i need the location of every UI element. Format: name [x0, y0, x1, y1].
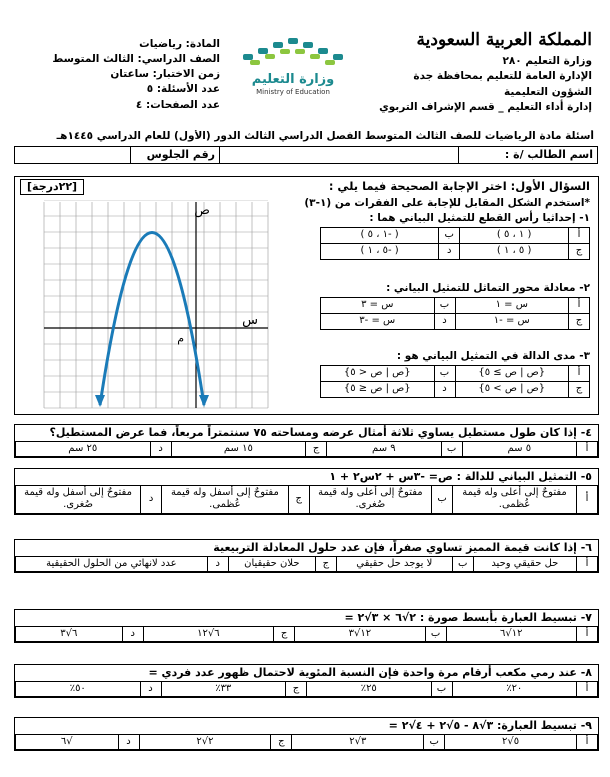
q7-opt-c[interactable]: ٦√١٢	[143, 626, 273, 642]
header-left	[30, 38, 220, 114]
admin-line: الإدارة العامة للتعليم بمحافظة جدة	[413, 70, 592, 83]
opt-c-label: ج	[569, 382, 590, 398]
q1-item-1-opt-b[interactable]: ( -١ ، ٥ )	[321, 228, 439, 244]
q8-opt-b[interactable]: ٢٥٪	[307, 681, 432, 697]
origin-label: م	[177, 332, 184, 345]
q6-text: ٦- إذا كانت قيمة المميز تساوي صفراً، فإن عدد حلول المعادلة التربيعية	[213, 541, 592, 554]
graph-note: *استخدم الشكل المقابل للإجابة على الفقرات من (١-٣)	[304, 197, 590, 209]
q1-item-1-opt-d[interactable]: ( -٥ ، ١ )	[321, 244, 439, 260]
arrow-right-icon	[199, 395, 209, 407]
q8-text: ٨- عند رمي مكعب أرقام مرة واحدة فإن النسبة المئوية لاحتمال ظهور عدد فردي =	[148, 666, 592, 679]
q1-item-3-text: ٣- مدى الدالة في التمثيل البياني هو :	[396, 350, 590, 362]
q4-opt-c[interactable]: ١٥ سم	[171, 441, 306, 457]
q1-item-2-opt-a[interactable]: س = ١	[455, 298, 569, 314]
q1-item-1	[320, 212, 590, 260]
header-right	[379, 30, 592, 116]
q5-opt-b[interactable]: مفتوحٌ إلى أعلى وله قيمة صُغرى.	[309, 485, 431, 513]
opt-b-label: ب	[425, 626, 446, 642]
opt-c-label: ج	[271, 734, 292, 750]
q7-opt-b[interactable]: ١٢√٣	[295, 626, 425, 642]
q1-item-1-opt-c[interactable]: ( ٥ ، ١ )	[460, 244, 569, 260]
q1-item-2-text: ٢- معادلة محور التماثل للتمثيل البياني :	[386, 282, 590, 294]
q8-opt-c[interactable]: ٣٣٪	[161, 681, 286, 697]
parabola-graph	[40, 200, 272, 410]
moe-logo-icon	[238, 36, 348, 68]
q9-opt-c[interactable]: ٢√٢	[139, 734, 271, 750]
opt-d-label: د	[207, 556, 228, 572]
opt-b-label: ب	[434, 366, 455, 382]
affairs-line: الشؤون التعليمية	[504, 85, 592, 98]
q1-item-2-opt-b[interactable]: س = ٣	[321, 298, 435, 314]
q1-item-1-text: ١- إحداثيا رأس القطع للتمثيل البياني هما :	[369, 212, 590, 224]
q7-box	[14, 609, 599, 643]
q9-opt-a[interactable]: ٥√٢	[445, 734, 577, 750]
arrow-left-icon	[95, 395, 105, 407]
subject-line: المادة: رياضيات	[139, 38, 220, 50]
opt-b-label: ب	[432, 485, 453, 513]
q1-item-3-opt-c[interactable]: {ص | ص > ٥}	[455, 382, 569, 398]
opt-c-label: ج	[286, 681, 307, 697]
opt-d-label: د	[118, 734, 139, 750]
q4-opt-d[interactable]: ٢٥ سم	[16, 441, 151, 457]
opt-a-label: أ	[569, 298, 590, 314]
q1-item-3-opt-b[interactable]: {ص | ص < ٥}	[321, 366, 435, 382]
q1-item-2-opt-c[interactable]: س = -١	[455, 314, 569, 330]
q1-item-3-opt-a[interactable]: {ص | ص ≥ ٥}	[455, 366, 569, 382]
seat-number-field[interactable]	[15, 147, 131, 164]
graph-grid	[44, 200, 268, 408]
q6-box	[14, 539, 599, 573]
q6-opt-c[interactable]: حلان حقيقيان	[228, 556, 315, 572]
q6-opt-a[interactable]: حل حقيقي وحيد	[473, 556, 576, 572]
time-line: زمن الاختبار: ساعتان	[110, 68, 220, 81]
opt-a-label: أ	[577, 626, 598, 642]
moe-logo	[228, 36, 358, 97]
opt-a-label: أ	[577, 734, 598, 750]
opt-c-label: ج	[569, 314, 590, 330]
opt-a-label: أ	[569, 366, 590, 382]
q5-opt-a[interactable]: مفتوحٌ إلى أعلى وله قيمة عُظمى.	[453, 485, 577, 513]
moe-arabic: وزارة التعليم	[251, 71, 335, 87]
q8-box	[14, 664, 599, 698]
q4-text: ٤- إذا كان طول مستطيل يساوي ثلاثة أمثال عرضه ومساحته ٧٥ سنتمتراً مربعاً، فما عرض المستطيل؟	[49, 426, 592, 439]
student-info-row	[14, 146, 598, 164]
opt-b-label: ب	[441, 441, 462, 457]
opt-a-label: أ	[577, 681, 598, 697]
exam-title: أسئلة مادة الرياضيات للصف الثالث المتوسط الفصل الدراسي الثالث الدور (الأول) للعام الدراسي ١٤٤٥هـ	[56, 130, 594, 142]
q7-text: ٧- تبسيط العبارة بأبسط صورة : ٢√٦ × ٣√٢ =	[344, 611, 592, 624]
opt-c-label: ج	[569, 244, 590, 260]
dept-line: إدارة أداء التعليم _ قسم الإشراف التربوي	[379, 100, 592, 113]
x-axis-label: س	[242, 313, 258, 328]
ministry-line: وزارة التعليم ٢٨٠	[502, 55, 592, 68]
q5-box	[14, 468, 599, 515]
questions-count: عدد الأسئلة: ٥	[146, 83, 220, 96]
q6-opt-d[interactable]: عدد لانهائي من الحلول الحقيقية	[16, 556, 208, 572]
y-axis-label: ص	[194, 203, 210, 218]
q1-marks: [٢٢درجة]	[20, 179, 84, 195]
opt-d-label: د	[141, 485, 162, 513]
opt-d-label: د	[122, 626, 143, 642]
q9-opt-d[interactable]: √٦	[16, 734, 119, 750]
opt-a-label: أ	[577, 485, 598, 513]
opt-c-label: ج	[288, 485, 309, 513]
opt-a-label: أ	[577, 441, 598, 457]
q5-text: ٥- التمثيل البياني للدالة : ص= -٣س + ٢س٢ + ١	[329, 470, 592, 483]
opt-a-label: أ	[577, 556, 598, 572]
q4-box	[14, 424, 599, 458]
q9-opt-b[interactable]: ٣√٢	[292, 734, 424, 750]
kingdom-logo: المملكة العربية السعودية	[416, 30, 592, 50]
q9-text: ٩- تبسيط العبارة: ٣√٨ - ٥√٢ + ٤√٢ =	[388, 719, 592, 732]
opt-c-label: ج	[306, 441, 327, 457]
q1-title: السؤال الأول: اختر الإجابة الصحيحة فيما يلي :	[328, 179, 590, 193]
q5-opt-d[interactable]: مفتوحٌ إلى أسفل وله قيمة صُغرى.	[16, 485, 141, 513]
pages-count: عدد الصفحات: ٤	[135, 98, 220, 111]
opt-d-label: د	[140, 681, 161, 697]
opt-b-label: ب	[424, 734, 445, 750]
opt-a-label: أ	[569, 228, 590, 244]
q1-item-1-opt-a[interactable]: ( ١ ، ٥ )	[460, 228, 569, 244]
opt-d-label: د	[439, 244, 460, 260]
q4-opt-a[interactable]: ٥ سم	[462, 441, 576, 457]
q1-item-3-opt-d[interactable]: {ص | ص ≤ ٥}	[321, 382, 435, 398]
q8-opt-d[interactable]: ٥٠٪	[16, 681, 141, 697]
student-name-field[interactable]	[220, 147, 459, 164]
q8-opt-a[interactable]: ٢٠٪	[452, 681, 577, 697]
moe-english: Ministry of Education	[256, 88, 330, 96]
q7-opt-a[interactable]: ١٢√٦	[446, 626, 576, 642]
q9-box	[14, 717, 599, 751]
opt-d-label: د	[434, 382, 455, 398]
student-name-label: اسم الطالب /ة :	[459, 147, 598, 164]
q1-item-2-opt-d[interactable]: س = -٣	[321, 314, 435, 330]
opt-c-label: ج	[274, 626, 295, 642]
grade-line: الصف الدراسي: الثالث المتوسط	[52, 53, 220, 66]
q1-item-3	[320, 350, 590, 398]
opt-c-label: ج	[315, 556, 336, 572]
opt-b-label: ب	[452, 556, 473, 572]
q7-opt-d[interactable]: ٦√٣	[16, 626, 123, 642]
opt-b-label: ب	[439, 228, 460, 244]
q1-item-2	[320, 282, 590, 330]
opt-d-label: د	[434, 314, 455, 330]
opt-b-label: ب	[434, 298, 455, 314]
opt-d-label: د	[150, 441, 171, 457]
opt-b-label: ب	[431, 681, 452, 697]
seat-number-label: رقم الجلوس	[131, 147, 220, 164]
q6-opt-b[interactable]: لا يوجد حل حقيقي	[336, 556, 452, 572]
q5-opt-c[interactable]: مفتوحٌ إلى أسفل وله قيمة عُظمى.	[162, 485, 289, 513]
q4-opt-b[interactable]: ٩ سم	[327, 441, 441, 457]
parabola-curve	[100, 233, 204, 406]
